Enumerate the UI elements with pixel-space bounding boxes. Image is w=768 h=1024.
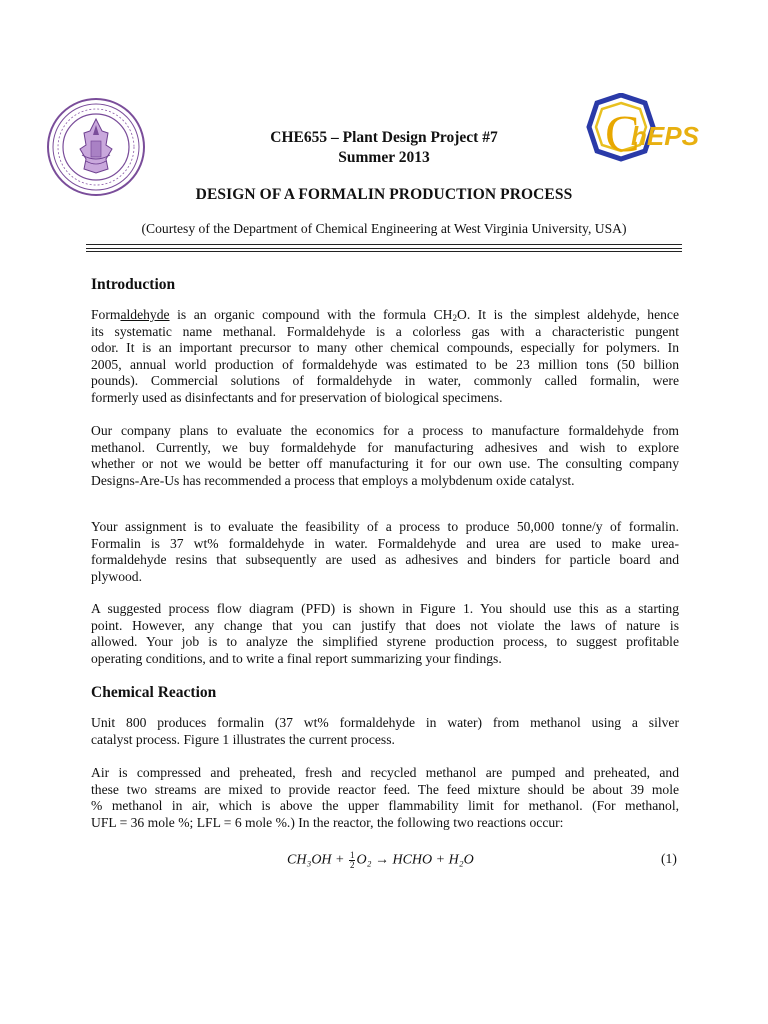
equation-fraction-numerator: 1 — [349, 850, 355, 860]
intro-p1-line-6: formerly used as disinfectants and for preservation of biological specimens. — [91, 389, 503, 405]
header-rule-top — [86, 244, 682, 245]
university-seal-logo — [46, 97, 146, 197]
chem-p2-line-3: % methanol in air, which is above the upper flammability limit for methanol. (For methanol, — [91, 798, 679, 814]
intro-p4-line-1: A suggested process flow diagram (PFD) is shown in Figure 1. You should use this as a starting — [91, 601, 679, 616]
intro-p1-line-1-text: Formaldehyde is an organic compound with the formula $CH_2O$. It is the simplest aldehyde, hence — [91, 307, 680, 323]
equation-rhs: HCHO + H₂O — [392, 852, 474, 868]
chem-p2-line-4: UFL = 36 mole %; LFL = 6 mole %.) In the reactor, the following two reactions occur: — [91, 814, 564, 830]
equation-number: (1) — [661, 851, 677, 866]
document-main-title: DESIGN OF A FORMALIN PRODUCTION PROCESS — [195, 186, 573, 203]
intro-p1-line-1 — [91, 307, 679, 324]
intro-p2-line-1: Our company plans to evaluate the economics for a process to manufacture formaldehyde from — [91, 423, 679, 438]
introduction-paragraph-3 — [91, 519, 679, 585]
introduction-paragraph-1 — [91, 307, 679, 407]
chemical-reaction-heading: Chemical Reaction — [91, 684, 217, 701]
equation-lhs: CH₃OH + — [287, 852, 348, 868]
course-title: CHE655 – Plant Design Project #7 — [270, 129, 498, 146]
reaction-equation-1 — [287, 851, 474, 870]
intro-p4-line-4: operating conditions, and to write a final report summarizing your findings. — [91, 650, 502, 666]
chemical-reaction-paragraph-1 — [91, 715, 679, 748]
intro-p2-line-4: Designs-Are-Us has recommended a process that employs a molybdenum oxide catalyst. — [91, 472, 575, 488]
intro-p1-line-3: odor. It is an important precursor to many other chemical compounds, especially for polymers. In — [91, 340, 679, 356]
chem-p1-line-1: Unit 800 produces formalin (37 wt% formaldehyde in water) from methanol using a silver — [91, 715, 679, 730]
intro-p4-line-3: allowed. Your job is to analyze the simplified styrene production process, to suggest profitable — [91, 634, 679, 650]
courtesy-note: (Courtesy of the Department of Chemical Engineering at West Virginia University, USA) — [141, 221, 627, 236]
chem-p2-line-2: these two streams are mixed to provide reactor feed. The feed mixture should be about 39 mole — [91, 781, 679, 797]
introduction-heading: Introduction — [91, 276, 176, 293]
intro-p3-line-2: Formalin is 37 wt% formaldehyde in water. Formaldehyde and urea are used to make urea- — [91, 535, 679, 551]
introduction-paragraph-4 — [91, 601, 679, 667]
term-title: Summer 2013 — [338, 149, 430, 166]
cheps-logo-c: C — [605, 106, 640, 163]
header-rule-middle — [86, 248, 682, 249]
intro-p2-line-3: whether or not we would be better off manufacturing it for our own use. The consulting company — [91, 456, 679, 472]
equation-arrow: → — [371, 852, 393, 868]
intro-p1-line-5: pounds). Commercial solutions of formaldehyde in water, commonly called formalin, were — [91, 373, 679, 389]
header-rule-bottom — [86, 251, 682, 252]
intro-p3-line-4: plywood. — [91, 568, 142, 584]
intro-p2-line-2: methanol. Currently, we buy formaldehyde for manufacturing adhesives and wish to explore — [91, 439, 679, 455]
equation-fraction-half — [349, 851, 356, 870]
introduction-paragraph-2 — [91, 423, 679, 489]
intro-p3-line-1: Your assignment is to evaluate the feasibility of a process to produce 50,000 tonne/y of formalin. — [91, 519, 679, 534]
equation-oxygen: O₂ — [356, 852, 372, 868]
cheps-logo-text: hEPS — [631, 121, 699, 151]
chem-p1-line-2: catalyst process. Figure 1 illustrates the current process. — [91, 731, 395, 747]
aldehyde-link: aldehyde — [120, 307, 170, 322]
equation-fraction-denominator: 2 — [349, 860, 355, 870]
intro-p3-line-3: formaldehyde resins that subsequently are used as adhesives and binders for particle board and — [91, 552, 679, 568]
intro-p1-line-2: its systematic name methanal. Formaldehyde is a colorless gas with a characteristic pungent — [91, 323, 679, 339]
chemical-reaction-paragraph-2 — [91, 765, 679, 831]
chem-p2-line-1: Air is compressed and preheated, fresh and recycled methanol are pumped and preheated, and — [91, 765, 679, 780]
intro-p4-line-2: point. However, any change that you can justify that does not violate the laws of nature is — [91, 617, 679, 633]
intro-p1-line-4: 2005, annual world production of formaldehyde was estimated to be 23 million tons (50 billion — [91, 356, 679, 372]
